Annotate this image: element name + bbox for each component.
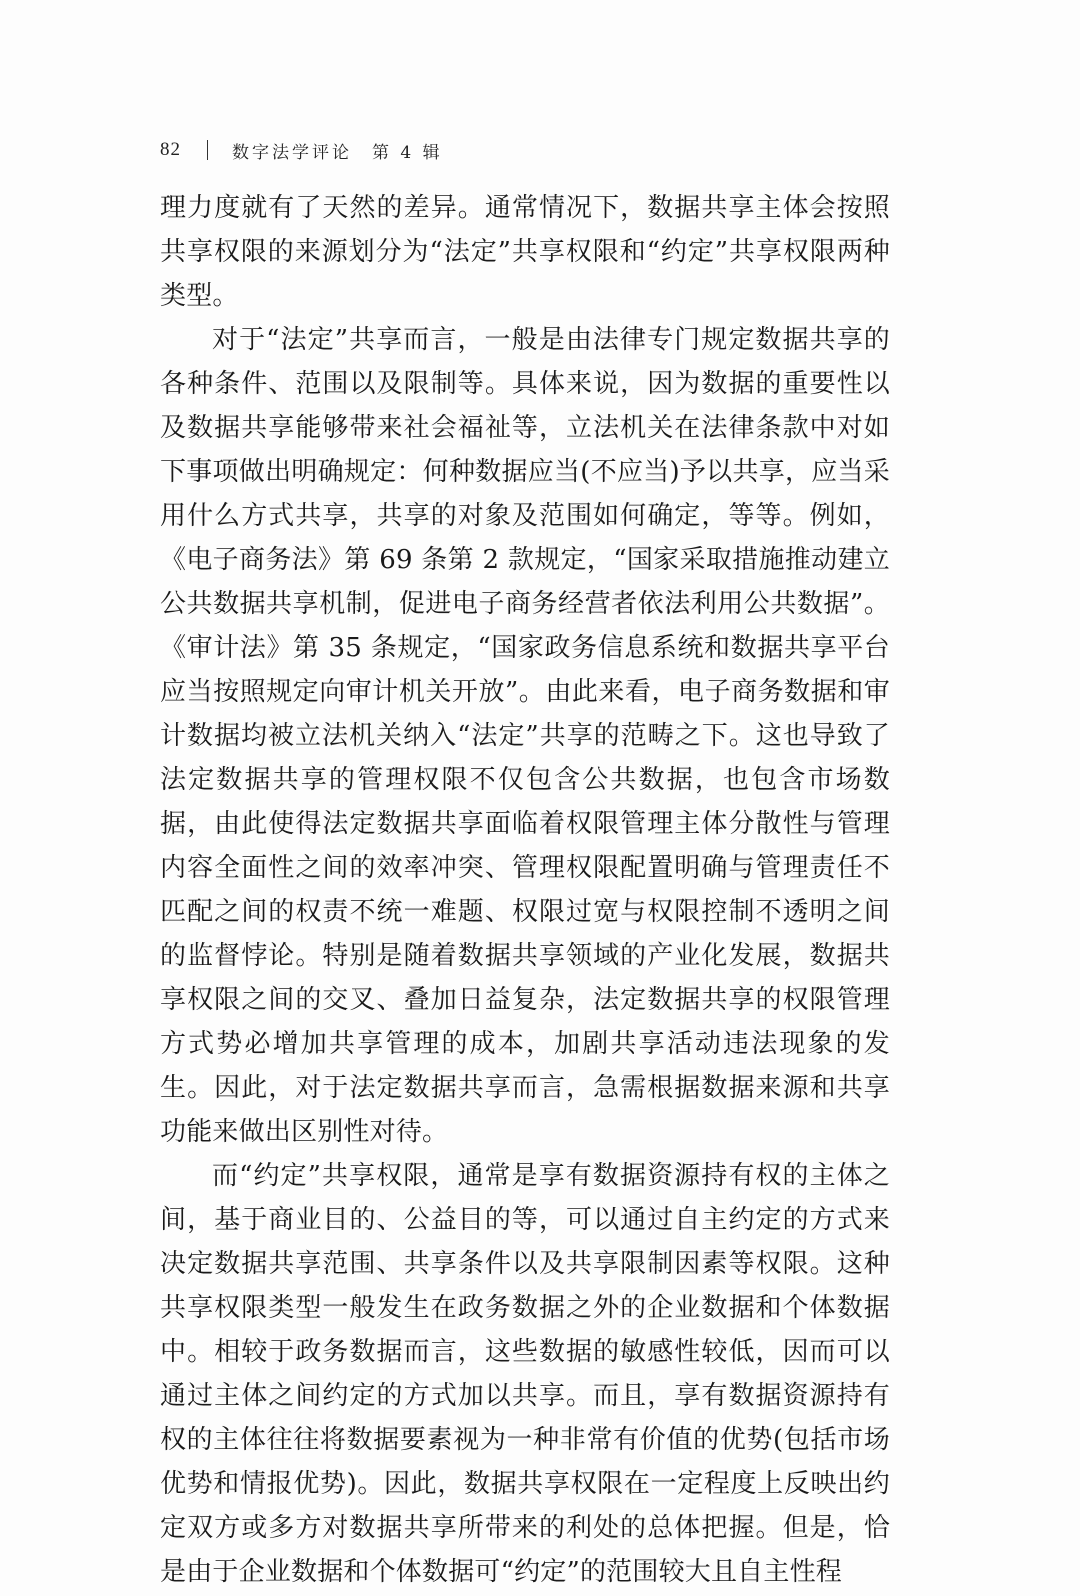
paragraph-contractual-sharing: 而“约定”共享权限，通常是享有数据资源持有权的主体之间，基于商业目的、公益目的等，可以通过自主约定的方式来决定数据共享范围、共享条件以及共享限制因素等权限。这种共享权限类型一般发生在政务数据之外的企业数据和个体数据中。相较于政务数据而言，这些数据的敏感性较低，因而可以通过主体之间约定的方式加以共享。而且，享有数据资源持有权的主体往往将数据要素视为一种非常有价值的优势(包括市场优势和情报优势)。因此，数据共享权限在一定程度上反映出约定双方或多方对数据共享所带来的利处的总体把握。但是，恰是由于企业数据和个体数据可“约定”的范围较大且自主性程 (160, 1161, 890, 1587)
body-text (160, 186, 890, 1594)
header-divider (207, 140, 208, 160)
paragraph-continued: 理力度就有了天然的差异。通常情况下，数据共享主体会按照共享权限的来源划分为“法定”共享权限和“约定”共享权限两种类型。 (160, 193, 890, 311)
journal-title: 数字法学评论 第 4 辑 (232, 142, 443, 163)
paragraph-statutory-sharing: 对于“法定”共享而言，一般是由法律专门规定数据共享的各种条件、范围以及限制等。具体来说，因为数据的重要性以及数据共享能够带来社会福祉等，立法机关在法律条款中对如下事项做出明确规定：何种数据应当(不应当)予以共享，应当采用什么方式共享，共享的对象及范围如何确定，等等。例如，《电子商务法》第 69 条第 2 款规定，“国家采取措施推动建立公共数据共享机制，促进电子商务经营者依法利用公共数据”。《审计法》第 35 条规定，“国家政务信息系统和数据共享平台应当按照规定向审计机关开放”。由此来看，电子商务数据和审计数据均被立法机关纳入“法定”共享的范畴之下。这也导致了法定数据共享的管理权限不仅包含公共数据，也包含市场数据，由此使得法定数据共享面临着权限管理主体分散性与管理内容全面性之间的效率冲突、管理权限配置明确与管理责任不匹配之间的权责不统一难题、权限过宽与权限控制不透明之间的监督悖论。特别是随着数据共享领域的产业化发展，数据共享权限之间的交叉、叠加日益复杂，法定数据共享的权限管理方式势必增加共享管理的成本，加剧共享活动违法现象的发生。因此，对于法定数据共享而言，急需根据数据来源和共享功能来做出区别性对待。 (160, 325, 890, 1147)
running-header (160, 135, 443, 165)
page-number: 82 (160, 139, 181, 160)
